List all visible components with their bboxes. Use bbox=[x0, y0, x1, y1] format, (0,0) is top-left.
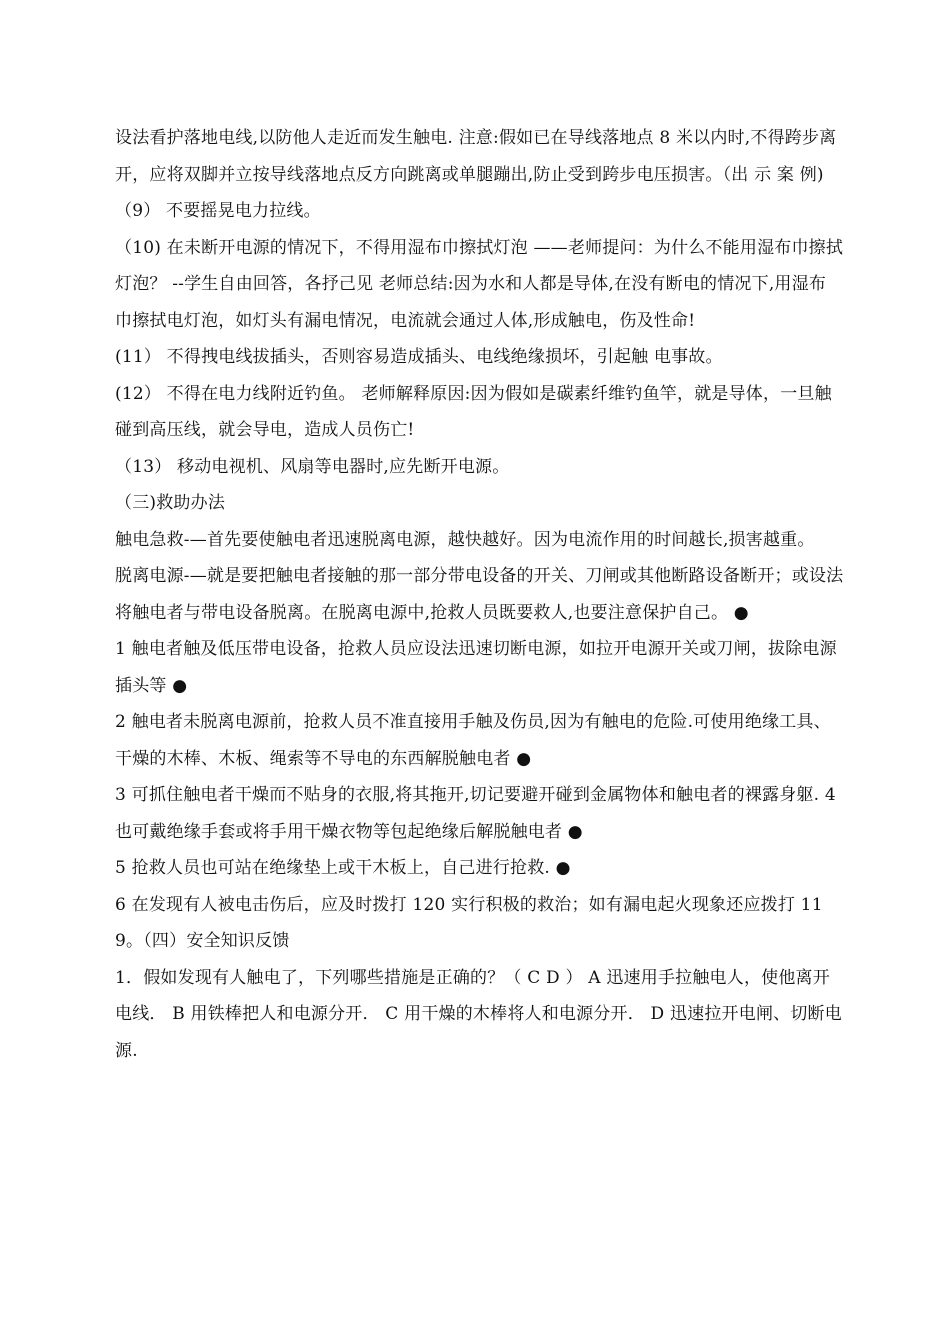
paragraph-item-13: （13） 移动电视机、风扇等电器时,应先断开电源。 bbox=[115, 456, 510, 477]
quiz-question-1: 1．假如发现有人触电了，下列哪些措施是正确的？（ C D ） A 迅速用手拉触电人，使他离开电线． B 用铁棒把人和电源分开． C 用干燥的木棒将人和电源分开． D 迅速拉开电闸、切断电源. bbox=[115, 967, 842, 1061]
paragraph-item-9: （9） 不要摇晃电力拉线。 bbox=[115, 201, 321, 221]
document-body bbox=[115, 120, 845, 1069]
list-item-2: 2 触电者未脱离电源前，抢救人员不准直接用手触及伤员,因为有触电的危险.可使用绝缘工具、干燥的木棒、木板、绳索等不导电的东西解脱触电者 ● bbox=[115, 712, 831, 769]
paragraph-item-10: （10) 在未断开电源的情况下，不得用湿布巾擦拭灯泡 ——老师提问：为什么不能用湿布巾擦拭灯泡？ --学生自由回答，各抒己见 老师总结:因为水和人都是导体,在没有断电的情况下,用湿布 巾擦拭电灯泡，如灯头有漏电情况，电流就会通过人体,形成触电，伤及性命! bbox=[115, 237, 844, 331]
list-item-1: 1 触电者触及低压带电设备，抢救人员应设法迅速切断电源，如拉开电源开关或刀闸，拔除电源插头等 ● bbox=[115, 639, 837, 696]
list-item-5: 5 抢救人员也可站在绝缘垫上或干木板上，自己进行抢救. ● bbox=[115, 858, 571, 878]
list-item-6: 6 在发现有人被电击伤后，应及时拨打 120 实行积极的救治；如有漏电起火现象还应拨打 119。（四）安全知识反馈 bbox=[115, 894, 823, 951]
section-heading-rescue: （三)救助办法 bbox=[115, 493, 226, 513]
paragraph-item-11: (11） 不得拽电线拔插头，否则容易造成插头、电线绝缘损坏，引起触 电事故。 bbox=[115, 347, 723, 367]
paragraph-first-aid: 触电急救-—首先要使触电者迅速脱离电源，越快越好。因为电流作用的时间越长,损害越重。 bbox=[115, 529, 815, 550]
paragraph-item-12: (12） 不得在电力线附近钓鱼。 老师解释原因:因为假如是碳素纤维钓鱼竿，就是导体，一旦触碰到高压线，就会导电，造成人员伤亡! bbox=[115, 383, 832, 440]
list-item-3-4: 3 可抓住触电者干燥而不贴身的衣服,将其拖开,切记要避开碰到金属物体和触电者的裸露身躯. 4 也可戴绝缘手套或将手用干燥衣物等包起绝缘后解脱触电者 ● bbox=[115, 785, 836, 842]
paragraph-disconnect-power: 脱离电源-—就是要把触电者接触的那一部分带电设备的开关、刀闸或其他断路设备断开；或设法将触电者与带电设备脱离。在脱离电源中,抢救人员既要救人,也要注意保护自己。 ● bbox=[115, 566, 844, 623]
paragraph-fallen-wire: 设法看护落地电线,以防他人走近而发生触电. 注意:假如已在导线落地点 8 米以内时,不得跨步离开，应将双脚并立按导线落地点反方向跳离或单腿蹦出,防止受到跨步电压损害。（出 示 案 例) bbox=[115, 128, 837, 185]
